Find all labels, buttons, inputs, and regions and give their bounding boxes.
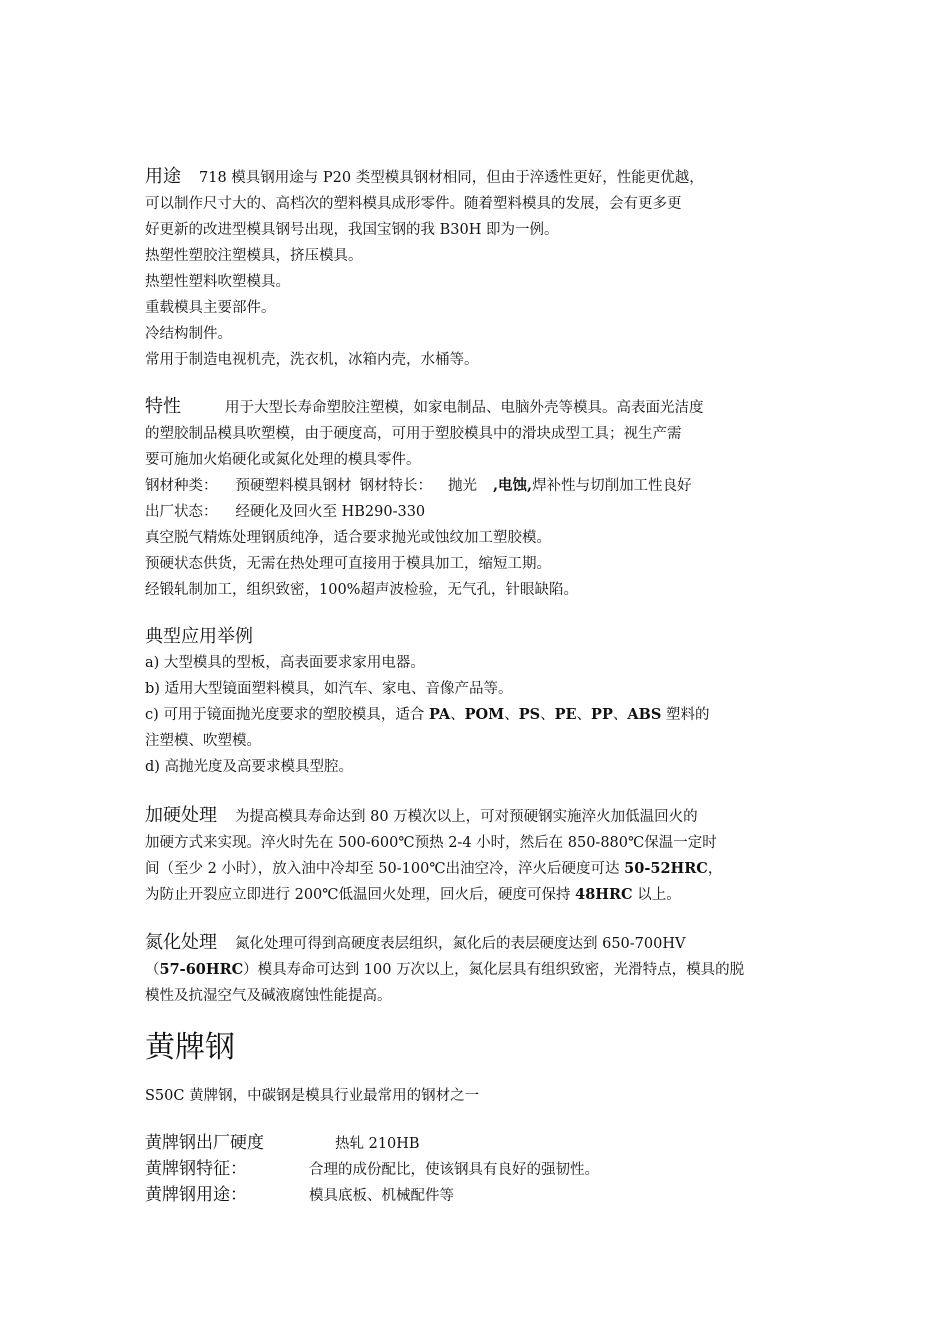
hardening-text: 以上。 xyxy=(632,887,681,903)
yellow-use-row xyxy=(145,1180,454,1205)
usage-line1: 718 模具钢用途与 P20 类型模具钢材相同，但由于淬透性更好，性能更优越， xyxy=(199,170,704,186)
material-pom: POM xyxy=(464,706,505,723)
usage-para xyxy=(145,164,810,191)
factory-state-label: 出厂状态： xyxy=(145,504,218,520)
example-c-text: c) 可用于镜面抛光度要求的塑胶模具，适合 xyxy=(145,707,429,723)
steel-char-value-a: 抛光 xyxy=(448,478,477,494)
hardening-section xyxy=(145,803,810,908)
steel-type-value: 预硬塑料模具钢材 xyxy=(235,478,352,494)
usage-item: 热塑性塑胶注塑模具，挤压模具。 xyxy=(145,248,363,264)
features-section xyxy=(145,394,810,603)
example-b: b) 适用大型镜面塑料模具，如汽车、家电、音像产品等。 xyxy=(145,681,513,697)
nitriding-text: （ xyxy=(145,962,160,978)
steel-char-label: 钢材特长： xyxy=(359,478,432,494)
separator: 、 xyxy=(612,707,628,723)
example-c-text: 塑料的 xyxy=(661,707,710,723)
nitriding-section xyxy=(145,930,810,1009)
features-line2: 的塑胶制品模具吹塑模，由于硬度高，可用于塑胶模具中的滑块成型工具；视生产需 xyxy=(145,426,682,442)
nitriding-text: ）模具寿命可达到 100 万次以上，氮化层具有组织致密，光滑特点，模具的脱 xyxy=(243,962,745,978)
features-line3: 要可施加火焰硬化或氮化处理的模具零件。 xyxy=(145,452,421,468)
yellow-feature-value: 合理的成份配比，使该钢具有良好的强韧性。 xyxy=(309,1162,599,1178)
usage-item: 热塑性塑料吹塑模具。 xyxy=(145,274,290,290)
hardening-line1: 为提高模具寿命达到 80 万模次以上，可对预硬钢实施淬火加低温回火的 xyxy=(235,809,698,825)
yellow-steel-intro: S50C 黄牌钢，中碳钢是模具行业最常用的钢材之一 xyxy=(145,1088,480,1104)
material-pp: PP xyxy=(591,706,613,723)
yellow-feature-row xyxy=(145,1154,599,1179)
material-ps: PS xyxy=(518,706,541,723)
usage-label: 用途 xyxy=(145,166,181,187)
features-item: 真空脱气精炼处理钢质纯净，适合要求抛光或蚀纹加工塑胶模。 xyxy=(145,530,551,546)
factory-state-line xyxy=(145,499,810,525)
yellow-feature-label: 黄牌钢特征： xyxy=(145,1159,247,1179)
material-pe: PE xyxy=(554,706,577,723)
example-a: a) 大型模具的型板，高表面要求家用电器。 xyxy=(145,655,425,671)
examples-section xyxy=(145,624,810,780)
yellow-hardness-value: 热轧 210HB xyxy=(335,1136,420,1152)
steel-type-label: 钢材种类： xyxy=(145,478,218,494)
nitriding-line1: 氮化处理可得到高硬度表层组织，氮化后的表层硬度达到 650-700HV xyxy=(235,936,686,952)
yellow-use-label: 黄牌钢用途： xyxy=(145,1185,247,1205)
material-abs: ABS xyxy=(627,706,662,723)
features-label: 特性 xyxy=(145,396,181,417)
example-c-line2: 注塑模、吹塑模。 xyxy=(145,733,261,749)
separator: 、 xyxy=(450,707,465,723)
usage-item: 冷结构制件。 xyxy=(145,326,232,342)
features-para xyxy=(145,394,810,421)
hardening-label: 加硬处理 xyxy=(145,805,217,826)
factory-state-value: 经硬化及回火至 HB290-330 xyxy=(235,504,426,520)
features-line1: 用于大型长寿命塑胶注塑模，如家电制品、电脑外壳等模具。高表面光洁度 xyxy=(225,400,704,416)
hardening-line2: 加硬方式来实现。淬火时先在 500-600℃预热 2-4 小时，然后在 850-880℃保温一定时 xyxy=(145,835,717,851)
yellow-use-value: 模具底板、机械配件等 xyxy=(309,1188,454,1204)
usage-line3: 好更新的改进型模具钢号出现，我国宝钢的我 B30H 即为一例。 xyxy=(145,222,559,238)
hardening-text: 间（至少 2 小时），放入油中冷却至 50-100℃出油空冷，淬火后硬度可达 xyxy=(145,861,625,877)
usage-line2: 可以制作尺寸大的、高档次的塑料模具成形零件。随着塑料模具的发展，会有更多更 xyxy=(145,196,682,212)
separator: 、 xyxy=(504,707,519,723)
usage-item: 常用于制造电视机壳，洗衣机，冰箱内壳，水桶等。 xyxy=(145,352,479,368)
steel-char-value-c: 焊补性与切削加工性良好 xyxy=(532,478,692,494)
yellow-hardness-label: 黄牌钢出厂硬度 xyxy=(145,1133,264,1153)
steel-type-line xyxy=(145,473,810,499)
nitriding-line3: 模性及抗湿空气及碱液腐蚀性能提高。 xyxy=(145,988,392,1004)
hardening-line3 xyxy=(145,856,810,882)
yellow-steel-title: 黄牌钢 xyxy=(145,1030,235,1065)
nitriding-label: 氮化处理 xyxy=(145,932,217,953)
hardness-value: 57-60HRC xyxy=(159,961,244,978)
hardening-line4 xyxy=(145,882,810,908)
example-c xyxy=(145,702,810,728)
steel-char-value-b: ,电蚀, xyxy=(493,477,533,494)
hardness-value: 50-52HRC xyxy=(624,860,708,877)
usage-section xyxy=(145,164,810,373)
yellow-hardness-row xyxy=(145,1128,420,1153)
separator: 、 xyxy=(540,707,555,723)
example-d: d) 高抛光度及高要求模具型腔。 xyxy=(145,759,354,775)
features-item: 预硬状态供货，无需在热处理可直接用于模具加工，缩短工期。 xyxy=(145,556,551,572)
features-item: 经锻轧制加工，组织致密，100%超声波检验，无气孔，针眼缺陷。 xyxy=(145,582,578,598)
hardness-value: 48HRC xyxy=(575,886,633,903)
nitriding-line2 xyxy=(145,957,810,983)
separator: 、 xyxy=(576,707,592,723)
hardening-text: ， xyxy=(707,861,723,877)
nitriding-para xyxy=(145,930,810,957)
hardening-text: 为防止开裂应立即进行 200℃低温回火处理，回火后，硬度可保持 xyxy=(145,887,576,903)
material-pa: PA xyxy=(429,706,451,723)
examples-title: 典型应用举例 xyxy=(145,626,253,647)
hardening-para xyxy=(145,803,810,830)
usage-item: 重载模具主要部件。 xyxy=(145,300,276,316)
